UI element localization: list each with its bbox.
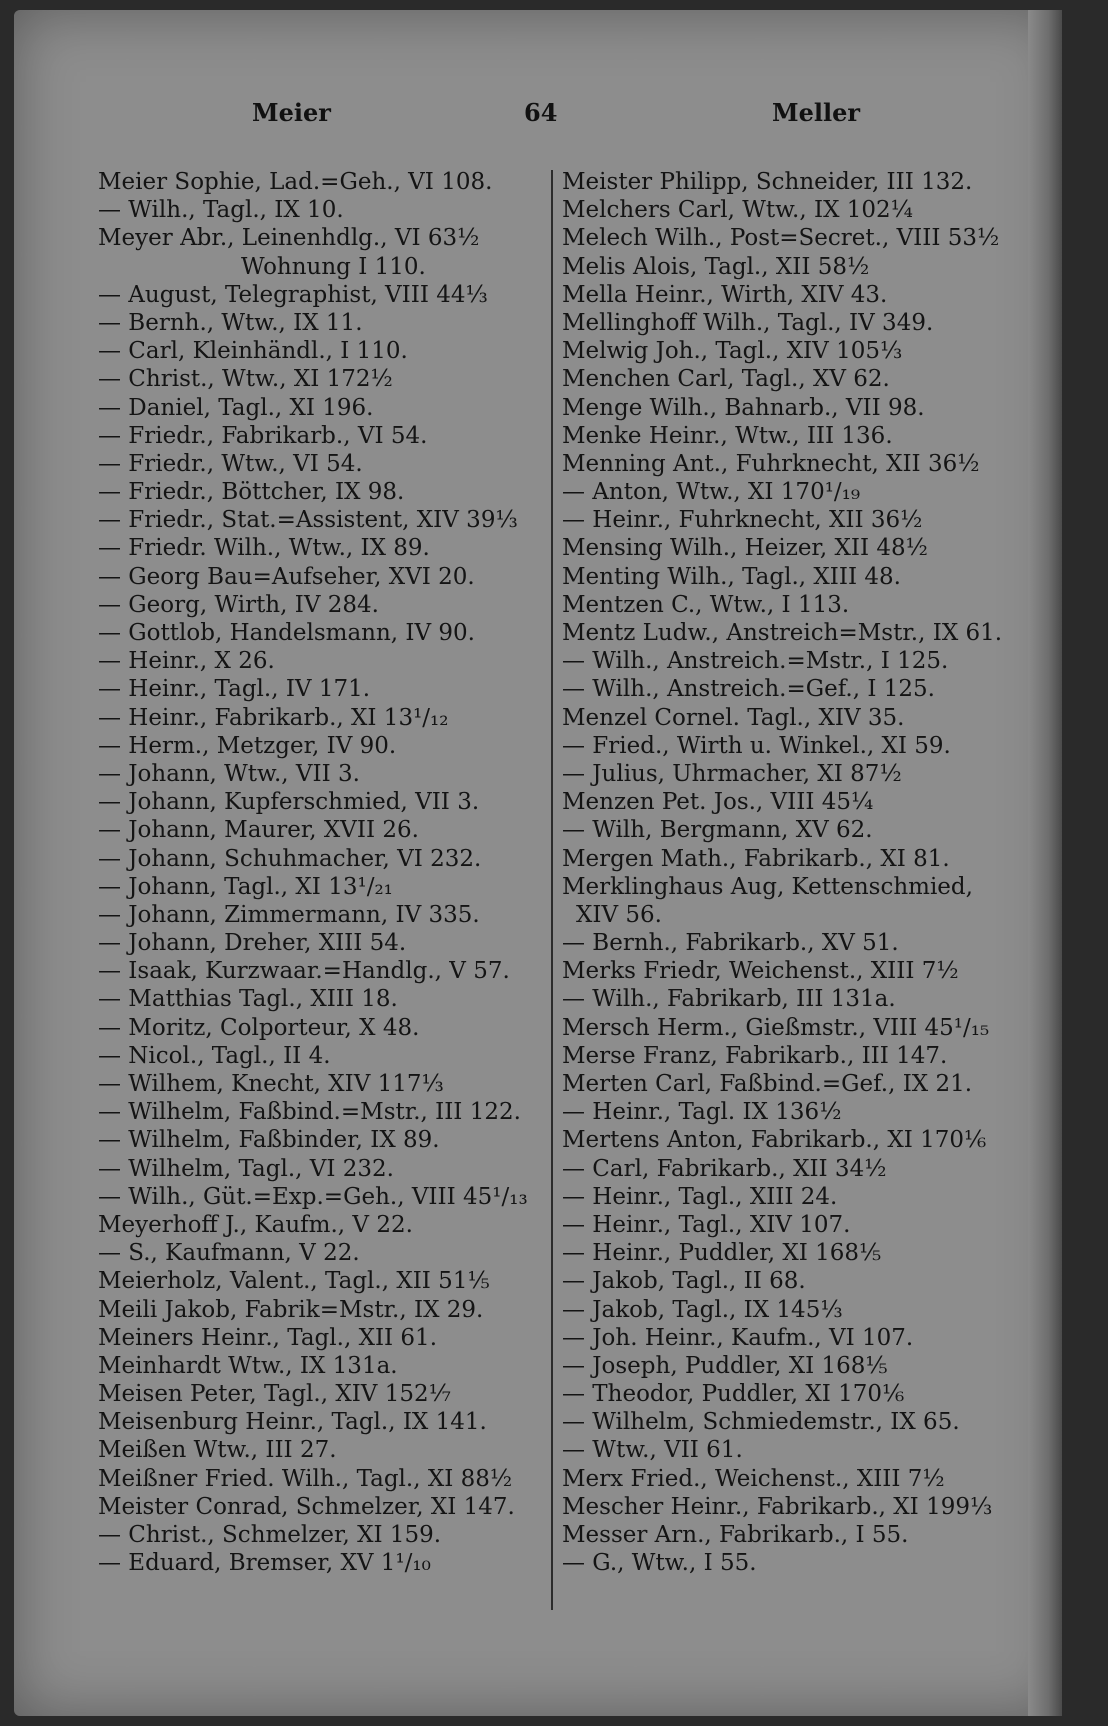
directory-entry: — Matthias Tagl., XIII 18. [98,986,398,1013]
directory-entry: — Friedr., Wtw., VI 54. [98,450,363,477]
directory-entry: — August, Telegraphist, VIII 44⅓ [98,281,488,308]
directory-entry: — Jakob, Tagl., IX 145⅓ [562,1296,843,1323]
directory-entry: — Moritz, Colporteur, X 48. [98,1014,420,1041]
directory-entry: Merse Franz, Fabrikarb., III 147. [562,1042,948,1069]
directory-entry: — Herm., Metzger, IV 90. [98,732,397,759]
directory-entry: — Nicol., Tagl., II 4. [98,1042,331,1069]
directory-entry: — Johann, Wtw., VII 3. [98,760,360,787]
directory-entry: Meister Conrad, Schmelzer, XI 147. [98,1493,515,1520]
directory-entry: — Julius, Uhrmacher, XI 87½ [562,760,902,787]
directory-entry: Meißen Wtw., III 27. [98,1437,337,1464]
directory-entry: — Daniel, Tagl., XI 196. [98,394,374,421]
directory-entry: XIV 56. [576,901,662,928]
directory-entry: — Johann, Maurer, XVII 26. [98,817,419,844]
directory-entry: Merks Friedr, Weichenst., XIII 7½ [562,958,959,985]
directory-entry: — Johann, Zimmermann, IV 335. [98,901,480,928]
directory-entry: — Anton, Wtw., XI 170¹/₁₉ [562,479,861,506]
directory-entry: — Heinr., Fabrikarb., XI 13¹/₁₂ [98,704,449,731]
directory-entry: Meinhardt Wtw., IX 131a. [98,1352,398,1379]
directory-entry: — Friedr., Fabrikarb., VI 54. [98,422,428,449]
directory-entry: Meyerhoff J., Kaufm., V 22. [98,1211,413,1238]
directory-entry: — Heinr., Tagl. IX 136½ [562,1099,842,1126]
directory-entry: Meier Sophie, Lad.=Geh., VI 108. [98,169,493,195]
directory-entry: Melech Wilh., Post=Secret., VIII 53½ [562,225,1000,252]
right-column [562,168,1042,1577]
directory-entry: Merten Carl, Faßbind.=Gef., IX 21. [562,1071,973,1097]
directory-entry: — Heinr., Tagl., XIII 24. [562,1183,838,1210]
directory-entry: — Fried., Wirth u. Winkel., XI 59. [562,732,951,759]
directory-entry: Menning Ant., Fuhrknecht, XII 36½ [562,450,980,477]
directory-entry: — Wilhelm, Faßbind.=Mstr., III 122. [98,1099,521,1126]
directory-entry: — G., Wtw., I 55. [562,1550,757,1577]
directory-entry: Mescher Heinr., Fabrikarb., XI 199⅓ [562,1493,993,1520]
directory-entry: Mentz Ludw., Anstreich=Mstr., IX 61. [562,620,1003,646]
directory-entry: — Wilhelm, Faßbinder, IX 89. [98,1127,440,1154]
directory-entry: — Wilh., Fabrikarb, III 131a. [562,986,896,1013]
directory-entry: Melwig Joh., Tagl., XIV 105⅓ [562,338,903,365]
directory-entry: — Friedr., Stat.=Assistent, XIV 39⅓ [98,507,518,534]
directory-entry: Mergen Math., Fabrikarb., XI 81. [562,845,950,872]
directory-entry: Meyer Abr., Leinenhdlg., VI 63½ [98,225,480,252]
directory-entry: — Bernh., Fabrikarb., XV 51. [562,930,899,957]
directory-entry: Merklinghaus Aug, Kettenschmied, [562,873,973,900]
header-left-word: Meier [252,98,331,127]
directory-entry: — Wilh, Bergmann, XV 62. [562,817,873,844]
directory-entry: — Johann, Kupferschmied, VII 3. [98,789,480,816]
directory-entry: Wohnung I 110. [241,253,426,280]
directory-entry: — Wilh., Anstreich.=Gef., I 125. [562,676,935,703]
directory-entry: — Eduard, Bremser, XV 1¹/₁₀ [98,1550,431,1577]
directory-entry: Meisen Peter, Tagl., XIV 152⅐ [98,1381,451,1408]
directory-entry: — Theodor, Puddler, XI 170⅙ [562,1381,905,1408]
directory-entry: Menge Wilh., Bahnarb., VII 98. [562,394,925,421]
directory-entry: — Wilhem, Knecht, XIV 117⅓ [98,1071,444,1097]
directory-entry: Mella Heinr., Wirth, XIV 43. [562,281,888,308]
directory-entry: Merx Fried., Weichenst., XIII 7½ [562,1465,945,1492]
directory-entry: Menchen Carl, Tagl., XV 62. [562,366,890,393]
directory-entry: Meißner Fried. Wilh., Tagl., XI 88½ [98,1465,513,1492]
directory-entry: — Wilh., Tagl., IX 10. [98,197,344,224]
directory-entry: — Wilh., Anstreich.=Mstr., I 125. [562,648,949,675]
directory-entry: — Wilh., Güt.=Exp.=Geh., VIII 45¹/₁₃ [98,1183,528,1210]
directory-entry: Messer Arn., Fabrikarb., I 55. [562,1522,909,1548]
directory-entry: Mentzen C., Wtw., I 113. [562,591,850,618]
directory-entry: Menzel Cornel. Tagl., XIV 35. [562,704,905,731]
directory-entry: — Georg Bau=Aufseher, XVI 20. [98,563,475,590]
directory-entry: — Carl, Fabrikarb., XII 34½ [562,1155,887,1182]
directory-entry: — Johann, Schuhmacher, VI 232. [98,845,482,872]
directory-entry: — Heinr., Tagl., IV 171. [98,676,371,703]
directory-entry: Meister Philipp, Schneider, III 132. [562,169,973,195]
directory-entry: — S., Kaufmann, V 22. [98,1240,360,1267]
directory-entry: Menzen Pet. Jos., VIII 45¼ [562,789,874,816]
directory-entry: — Georg, Wirth, IV 284. [98,591,379,618]
directory-entry: — Bernh., Wtw., IX 11. [98,309,363,336]
directory-entry: — Jakob, Tagl., II 68. [562,1268,806,1295]
directory-entry: — Carl, Kleinhändl., I 110. [98,338,408,365]
directory-entry: — Christ., Wtw., XI 172½ [98,366,393,393]
directory-entry: — Friedr. Wilh., Wtw., IX 89. [98,535,430,562]
directory-entry: Menke Heinr., Wtw., III 136. [562,422,893,449]
directory-entry: Meisenburg Heinr., Tagl., IX 141. [98,1409,487,1436]
directory-entry: — Joh. Heinr., Kaufm., VI 107. [562,1324,914,1351]
directory-entry: Meierholz, Valent., Tagl., XII 51⅕ [98,1268,490,1295]
directory-entry: — Wilhelm, Schmiedemstr., IX 65. [562,1409,960,1436]
directory-entry: — Wilhelm, Tagl., VI 232. [98,1155,394,1182]
directory-entry: Mensing Wilh., Heizer, XII 48½ [562,535,928,562]
running-header [14,98,1062,138]
book-page [14,10,1062,1716]
directory-entry: Melchers Carl, Wtw., IX 102¼ [562,197,913,224]
directory-entry: — Johann, Dreher, XIII 54. [98,930,407,957]
directory-entry: — Gottlob, Handelsmann, IV 90. [98,620,475,646]
header-right-word: Meller [772,98,860,127]
column-divider [551,170,553,1610]
directory-entry: — Friedr., Böttcher, IX 98. [98,479,405,506]
directory-entry: — Heinr., Tagl., XIV 107. [562,1211,851,1238]
directory-entry: — Johann, Tagl., XI 13¹/₂₁ [98,873,393,900]
directory-entry: Mertens Anton, Fabrikarb., XI 170⅙ [562,1127,987,1154]
directory-entry: Mersch Herm., Gießmstr., VIII 45¹/₁₅ [562,1014,990,1041]
page-number: 64 [524,98,558,127]
left-column [98,168,543,1577]
directory-entry: — Heinr., Puddler, XI 168⅕ [562,1240,882,1267]
directory-entry: — Heinr., X 26. [98,648,275,675]
directory-entry: Meiners Heinr., Tagl., XII 61. [98,1324,438,1351]
directory-entry: — Isaak, Kurzwaar.=Handlg., V 57. [98,958,510,985]
directory-entry: Mellinghoff Wilh., Tagl., IV 349. [562,309,934,336]
directory-entry: — Heinr., Fuhrknecht, XII 36½ [562,507,923,534]
directory-entry: Menting Wilh., Tagl., XIII 48. [562,563,901,590]
directory-entry: — Christ., Schmelzer, XI 159. [98,1522,442,1548]
directory-entry: Melis Alois, Tagl., XII 58½ [562,253,870,280]
directory-entry: — Joseph, Puddler, XI 168⅕ [562,1352,888,1379]
directory-entry: — Wtw., VII 61. [562,1437,743,1464]
directory-entry: Meili Jakob, Fabrik=Mstr., IX 29. [98,1296,484,1323]
